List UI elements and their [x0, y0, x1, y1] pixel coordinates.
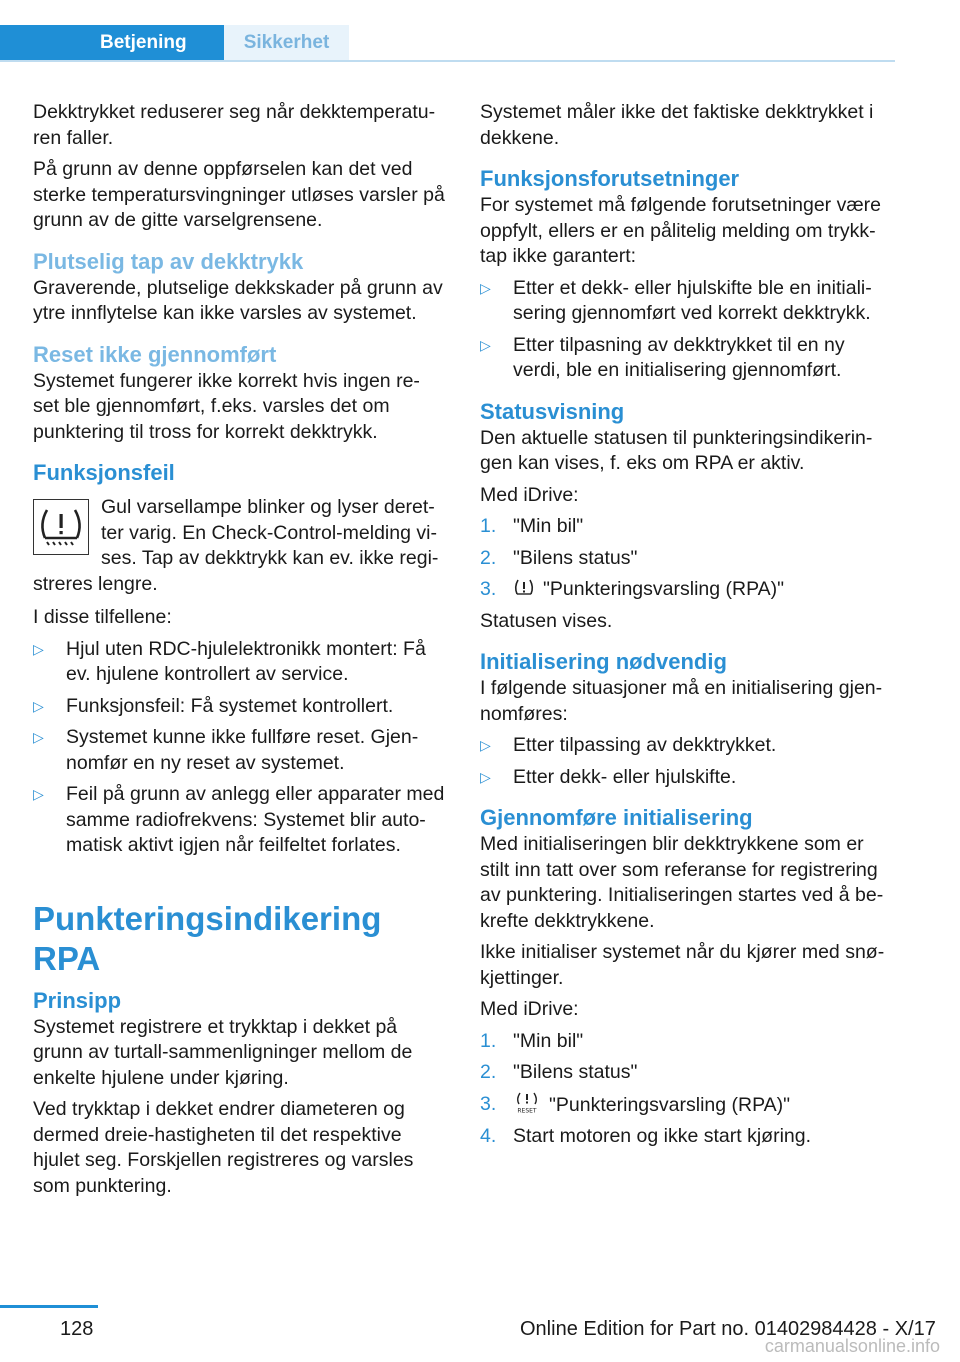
triangle-bullet-icon: ▷ — [33, 640, 44, 657]
heading-principle: Prinsipp — [33, 987, 122, 1013]
malfunction-block — [33, 495, 449, 597]
triangle-bullet-icon: ▷ — [480, 336, 491, 353]
list-item: 3. RESET "Punkteringsvarsling (RPA)" — [480, 1092, 791, 1116]
list-item: 1. "Min bil" — [480, 515, 584, 537]
paragraph: For systemet må følgende forutsetninger være oppfylt, ellers er en pålitelig melding om trykk‐ tap ikke garantert: — [480, 194, 881, 267]
list-item: 3. "Punkteringsvarsling (RPA)" — [480, 578, 785, 600]
paragraph: Den aktuelle statusen til punkteringsindikerin‐ gen kan vises, f. eks om RPA er aktiv. — [480, 426, 873, 474]
tire-warning-small-icon — [513, 578, 535, 598]
list-item: ▷ Systemet kunne ikke fullføre reset. Gjen‐ nomfør en ny reset av systemet. — [33, 726, 419, 774]
header-tabbar — [0, 25, 895, 62]
list-item: ▷ Etter tilpassing av dekktrykket. — [480, 733, 894, 759]
svg-text:RESET: RESET — [517, 1107, 537, 1114]
heading-rpa: Punkteringsindikering RPA — [33, 899, 382, 977]
list-item: ▷ Etter tilpasning av dekktrykket til en ny verdi, ble en initialisering gjennomført. — [480, 333, 845, 381]
triangle-bullet-icon: ▷ — [480, 768, 491, 785]
list-item: ▷ Etter et dekk- eller hjulskifte ble en initiali‐ sering gjennomført ved korrekt dekktrykk. — [480, 276, 872, 324]
list-item: ▷ Feil på grunn av anlegg eller apparater med samme radiofrekvens: Systemet blir auto‐ matisk aktivt igjen når feilfeltet forlates. — [33, 783, 445, 856]
footer-rule — [0, 1305, 98, 1308]
paragraph: Gul varsellampe blinker og lyser deret‐ ter varig. En Check-Control-melding vi‐ ses. Tap av dekktrykk kan ev. ikke regi‐ streres lengre. — [33, 496, 439, 595]
paragraph: Med initialiseringen blir dekktrykkene som er stilt inn tatt over som referanse for registrering av punktering. Initialiseringen startes ved å be‐ krefte dekktrykkene. — [480, 833, 884, 932]
triangle-bullet-icon: ▷ — [33, 786, 44, 802]
paragraph: På grunn av denne oppførselen kan det ved sterke temperatursvingninger utløses varsler på grunn av de gitte varselgrensene. — [33, 158, 445, 231]
tire-reset-icon — [513, 1092, 541, 1112]
paragraph: Ikke initialiser systemet når du kjører med snø‐ kjettinger. — [480, 941, 885, 989]
paragraph: Systemet måler ikke det faktiske dekktrykket i dekkene. — [480, 101, 874, 149]
list-item: ▷ Funksjonsfeil: Få systemet kontrollert. — [33, 694, 449, 720]
triangle-bullet-icon: ▷ — [480, 737, 491, 753]
triangle-bullet-icon: ▷ — [480, 279, 491, 296]
list-item: 1. "Min bil" — [480, 1029, 584, 1052]
paragraph: I disse tilfellene: — [33, 606, 172, 628]
heading-init-needed: Initialisering nødvendig — [480, 649, 727, 674]
init-cases-list — [480, 733, 894, 790]
paragraph: Med iDrive: — [480, 483, 579, 506]
paragraph: I følgende situasjoner må en initialisering gjen‐ nomføres: — [480, 677, 883, 725]
heading-sudden-loss: Plutselig tap av dekktrykk — [33, 248, 304, 274]
list-item: 2. "Bilens status" — [480, 546, 638, 569]
heading-malfunction: Funksjonsfeil — [33, 460, 175, 485]
watermark: carmanualsonline.info — [764, 1336, 940, 1356]
page-number: 128 — [60, 1318, 94, 1340]
status-steps — [480, 514, 894, 603]
paragraph: Statusen vises. — [480, 609, 613, 632]
right-column — [480, 100, 894, 1156]
paragraph: Med iDrive: — [480, 998, 579, 1020]
tab-betjening[interactable]: Betjening — [0, 25, 224, 60]
triangle-bullet-icon: ▷ — [33, 729, 44, 745]
paragraph: Systemet fungerer ikke korrekt hvis ingen re‐ set ble gjennomført, f.eks. varsles det om punktering til tross for korrekt dekktrykk. — [33, 369, 420, 443]
left-column — [33, 100, 449, 1205]
init-steps — [480, 1029, 894, 1150]
prerequisites-list — [480, 276, 894, 384]
paragraph: Ved trykktap i dekket endrer diameteren og dermed dreie-hastigheten til det respektive hjulet seg. Forskjellen registreres og varsles som punktering. — [33, 1098, 414, 1197]
heading-prerequisites: Funksjonsforutsetninger — [480, 166, 740, 191]
paragraph: Systemet registrere et trykktap i dekket på grunn av turtall-sammenligninger mellom de enkelte hjulene under kjøring. — [33, 1015, 413, 1089]
tire-pressure-warning-icon — [33, 499, 89, 555]
heading-status-display: Statusvisning — [480, 398, 625, 424]
list-item: ▷ Hjul uten RDC-hjulelektronikk montert: Få ev. hjulene kontrollert av service. — [33, 637, 426, 685]
paragraph: Graverende, plutselige dekkskader på grunn av ytre innflytelse kan ikke varsles av systemet. — [33, 276, 443, 324]
list-item: 4. Start motoren og ikke start kjøring. — [480, 1125, 812, 1147]
tab-sikkerhet[interactable]: Sikkerhet — [224, 25, 349, 60]
heading-perform-init: Gjennomføre initialisering — [480, 805, 753, 830]
heading-reset-not-done: Reset ikke gjennomført — [33, 341, 277, 367]
triangle-bullet-icon: ▷ — [33, 697, 44, 714]
cases-list — [33, 637, 449, 859]
list-item: ▷ Etter dekk- eller hjulskifte. — [480, 765, 894, 791]
edition-note: Online Edition for Part no. 01402984428 - X/17 — [520, 1318, 936, 1340]
list-item: 2. "Bilens status" — [480, 1061, 638, 1083]
paragraph: Dekktrykket reduserer seg når dekktemperatu‐ ren faller. — [33, 101, 436, 149]
